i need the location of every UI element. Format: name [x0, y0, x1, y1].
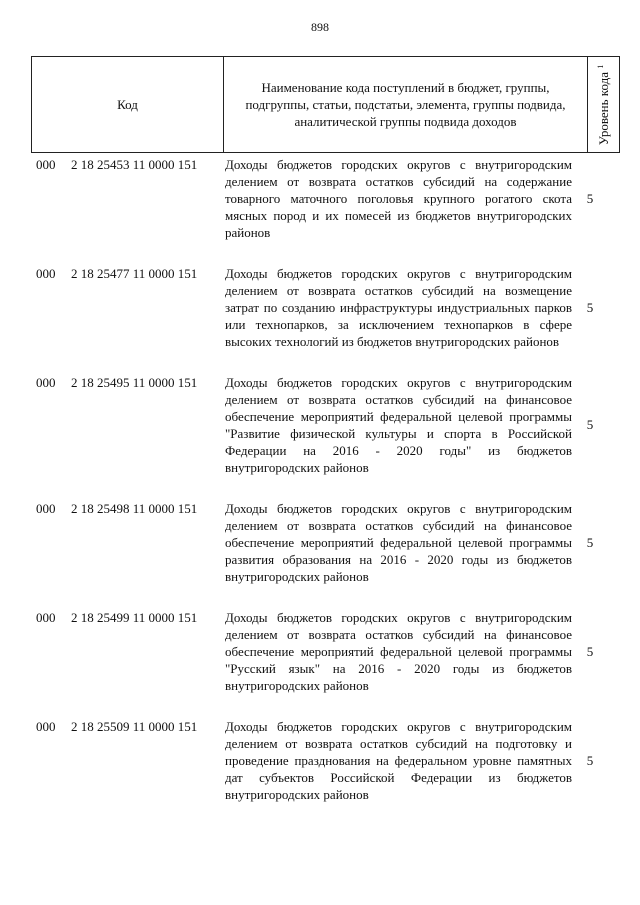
row-code: 2 18 25495 11 0000 151	[71, 375, 198, 390]
header-level-footnote: 1	[595, 64, 605, 69]
row-level: 5	[586, 643, 594, 659]
row-description: Доходы бюджетов городских округов с внутригородским делением от возврата остатков субсидий на финансовое обеспечение мероприятий федеральной целевой программы "Русский язык" на 2016 - 2020 годы из бюджетов внутригородских районов	[225, 610, 572, 693]
row-prefix: 000	[36, 375, 56, 390]
table-header	[31, 56, 620, 153]
table-row	[31, 609, 608, 694]
row-description: Доходы бюджетов городских округов с внутригородским делением от возврата остатков субсидий на финансовое обеспечение мероприятий федеральной целевой программы "Развитие физической культуры и спорта в Российской Федерации на 2016 - 2020 годы" из бюджетов внутригородских районов	[225, 375, 572, 475]
row-description: Доходы бюджетов городских округов с внутригородским делением от возврата остатков субсидий на финансовое обеспечение мероприятий федеральной целевой программы развития образования на 2016 - 2020 годы из бюджетов внутригородских районов	[225, 501, 572, 584]
header-level	[595, 64, 611, 144]
row-level: 5	[586, 190, 594, 206]
row-description: Доходы бюджетов городских округов с внутригородским делением от возврата остатков субсидий на подготовку и проведение празднования на федеральном уровне памятных дат субъектов Российской Федерации из бюджетов внутригородских районов	[225, 719, 572, 802]
table-row	[31, 500, 608, 585]
row-prefix: 000	[36, 719, 56, 734]
table-body	[31, 156, 608, 827]
row-description: Доходы бюджетов городских округов с внутригородским делением от возврата остатков субсидий на содержание товарного маточного поголовья крупного рогатого скота мясных пород и их помесей из бюджетов внутригородских районов	[225, 157, 572, 240]
row-prefix: 000	[36, 266, 56, 281]
row-code: 2 18 25498 11 0000 151	[71, 501, 198, 516]
table-row	[31, 374, 608, 476]
row-code: 2 18 25477 11 0000 151	[71, 266, 198, 281]
table-row	[31, 156, 608, 241]
row-prefix: 000	[36, 501, 56, 516]
header-name: Наименование кода поступлений в бюджет, группы, подгруппы, статьи, подстатьи, элемента, группы подвида, аналитической группы подвида доходов	[224, 57, 588, 153]
row-level: 5	[586, 752, 594, 768]
row-description: Доходы бюджетов городских округов с внутригородским делением от возврата остатков субсидий на возмещение затрат по созданию инфраструктуры индустриальных парков или технопарков, за исключением технопарков в сфере высоких технологий из бюджетов внутригородских районов	[225, 266, 572, 349]
table-row	[31, 265, 608, 350]
row-prefix: 000	[36, 610, 56, 625]
table-row	[31, 718, 608, 803]
row-level: 5	[586, 534, 594, 550]
header-code: Код	[32, 57, 224, 153]
row-prefix: 000	[36, 157, 56, 172]
header-level-label: Уровень кода	[595, 71, 611, 145]
row-level: 5	[586, 417, 594, 432]
row-code: 2 18 25509 11 0000 151	[71, 719, 198, 734]
header-level-cell	[588, 57, 620, 153]
page-number: 898	[311, 20, 329, 34]
row-level: 5	[586, 299, 594, 315]
row-code: 2 18 25453 11 0000 151	[71, 157, 198, 172]
row-code: 2 18 25499 11 0000 151	[71, 610, 198, 625]
